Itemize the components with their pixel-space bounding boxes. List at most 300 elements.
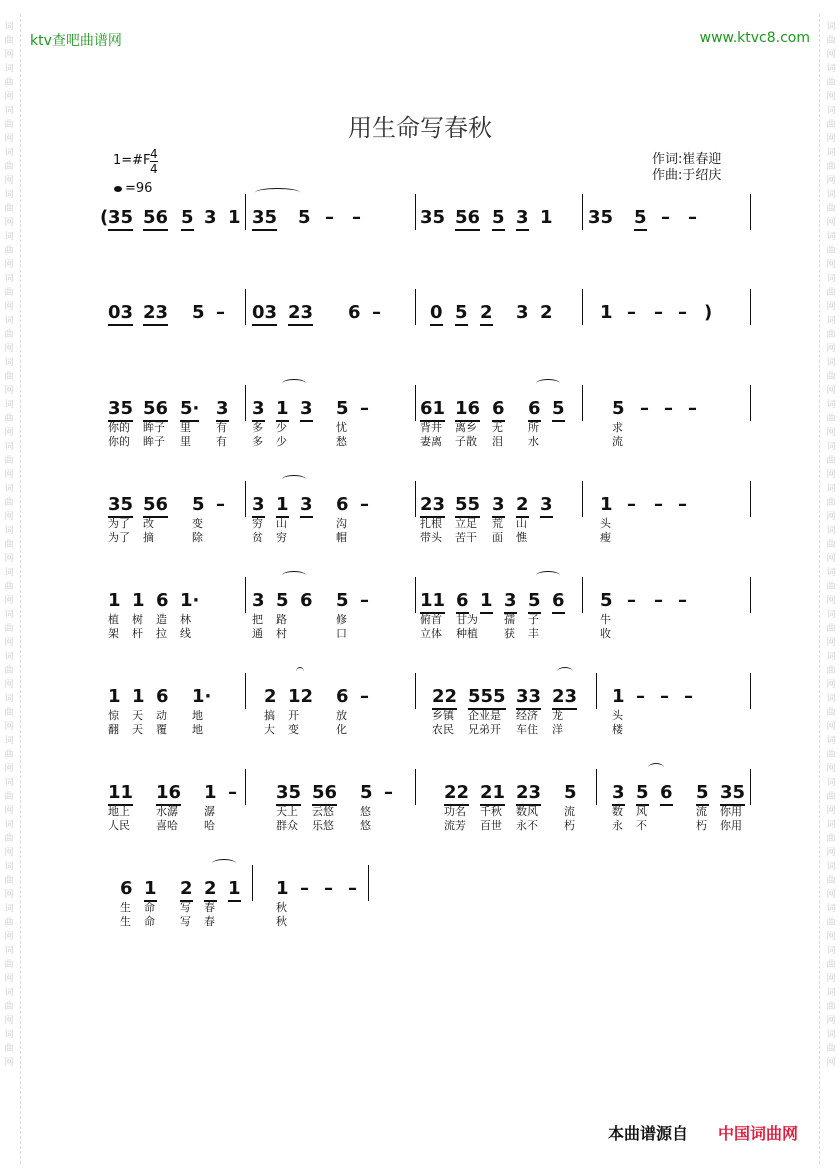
notation-note: 3 [204, 207, 217, 228]
lyric-syllable: 牛 [600, 613, 611, 626]
notation-note: 61 [420, 399, 445, 422]
barline [415, 577, 416, 613]
lyric-syllable: 贫 [252, 531, 263, 544]
notation-note: – [216, 494, 225, 515]
notation-note: 2 [480, 303, 493, 326]
notation-note: 3 [612, 783, 625, 806]
lyric-syllable: 悠 [360, 819, 371, 832]
barline [245, 289, 246, 325]
notation-note: 1 [144, 879, 157, 902]
lyric-syllable: 架 [108, 627, 119, 640]
notation-note: ) [704, 302, 713, 323]
notation-note: 21 [480, 783, 505, 806]
lyric-syllable: 穷 [276, 531, 287, 544]
lyric-syllable: 翻 [108, 723, 119, 736]
side-watermark-left: 词曲网词曲网词曲网词曲网词曲网词曲网词曲网词曲网词曲网词曲网词曲网词曲网词曲网词曲网词曲网词曲网词曲网词曲网词曲网词曲网词曲网词曲网词曲网词曲网词曲网 [4, 22, 14, 1068]
lyric-syllable: 离乡 [455, 421, 477, 434]
notation-note: 6 [660, 783, 673, 806]
lyric-syllable: 农民 [432, 723, 454, 736]
notation-note: – [360, 398, 369, 419]
lyric-syllable: 大 [264, 723, 275, 736]
lyric-syllable: 眸子 [143, 421, 165, 434]
lyric-syllable: 背井 [420, 421, 442, 434]
notation-note: – [678, 590, 687, 611]
header-site-url[interactable]: www.ktvc8.com [699, 30, 810, 46]
side-watermark-right: 词曲网词曲网词曲网词曲网词曲网词曲网词曲网词曲网词曲网词曲网词曲网词曲网词曲网词曲网词曲网词曲网词曲网词曲网词曲网词曲网词曲网词曲网词曲网词曲网词曲网 [826, 22, 836, 1068]
lyric-syllable: 企业是 [468, 709, 501, 722]
header-site-name[interactable]: ktv查吧曲谱网 [30, 33, 122, 49]
notation-note: 35 [720, 783, 745, 806]
slur-mark [536, 379, 560, 388]
barline [245, 577, 246, 613]
lyric-syllable: 愁 [336, 435, 347, 448]
notation-note: – [300, 878, 309, 899]
notation-note: 6 [528, 399, 541, 422]
lyric-syllable: 里 [180, 421, 191, 434]
lyric-syllable: 泪 [492, 435, 503, 448]
lyric-syllable: 人民 [108, 819, 130, 832]
lyric-syllable: 立体 [420, 627, 442, 640]
lyric-syllable: 里 [180, 435, 191, 448]
notation-note: 1 [228, 207, 241, 228]
lyric-syllable: 兄弟开 [468, 723, 501, 736]
lyric-syllable: 摘 [143, 531, 154, 544]
lyric-syllable: 憔 [516, 531, 527, 544]
lyric-syllable: 求 [612, 421, 623, 434]
slur-mark [282, 379, 306, 388]
lyric-syllable: 水 [528, 435, 539, 448]
notation-note: 56 [312, 783, 337, 806]
notation-note: 3 [516, 302, 529, 323]
barline [750, 385, 751, 421]
lyric-syllable: 开 [288, 709, 299, 722]
barline [415, 385, 416, 421]
lyric-syllable: 变 [192, 517, 203, 530]
lyric-syllable: 天 [132, 723, 143, 736]
lyric-syllable: 功名 [444, 805, 466, 818]
lyric-syllable: 生 [120, 915, 131, 928]
lyric-syllable: 俯首 [420, 613, 442, 626]
notation-note: 1 [228, 879, 241, 902]
notation-note: 5 [552, 399, 565, 422]
barline [415, 673, 416, 709]
lyric-syllable: 荒 [492, 517, 503, 530]
notation-note: 1 [132, 590, 145, 611]
notation-note: – [228, 782, 237, 803]
lyric-syllable: 修 [336, 613, 347, 626]
notation-note: – [684, 686, 693, 707]
notation-note: 16 [156, 783, 181, 806]
lyric-syllable: 云悠 [312, 805, 334, 818]
notation-note: – [372, 302, 381, 323]
lyric-syllable: 生 [120, 901, 131, 914]
notation-note: 35 [588, 207, 614, 228]
notation-note: 5 [192, 302, 205, 323]
lyric-syllable: 有 [216, 435, 227, 448]
lyric-syllable: 永不 [516, 819, 538, 832]
slur-mark [282, 571, 306, 580]
lyric-syllable: 天 [132, 709, 143, 722]
lyric-syllable: 永 [612, 819, 623, 832]
barline [750, 577, 751, 613]
lyric-syllable: 写 [180, 915, 191, 928]
slur-mark [536, 571, 560, 580]
lyric-syllable: 造 [156, 613, 167, 626]
lyric-syllable: 子 [528, 613, 539, 626]
notation-note: 11 [420, 591, 445, 614]
barline [245, 194, 246, 230]
notation-note: 5 [360, 782, 373, 803]
notation-note: 5· [180, 399, 199, 422]
lyric-syllable: 无 [492, 421, 503, 434]
tempo-value: =96 [125, 181, 153, 196]
lyric-syllable: 秋 [276, 901, 287, 914]
barline [750, 673, 751, 709]
lyric-syllable: 多 [252, 421, 263, 434]
lyric-syllable: 车住 [516, 723, 538, 736]
lyric-syllable: 眸子 [143, 435, 165, 448]
notation-note: 6 [156, 686, 169, 707]
lyric-syllable: 拉 [156, 627, 167, 640]
notation-note: 5 [181, 208, 194, 231]
barline [245, 769, 246, 805]
tempo-marking [114, 181, 152, 196]
lyric-syllable: 地上 [108, 805, 130, 818]
notation-note: 5 [492, 208, 505, 231]
notation-note: 1 [600, 302, 613, 323]
notation-note: 3 [300, 495, 313, 518]
slur-mark [212, 859, 236, 868]
lyric-syllable: 百世 [480, 819, 502, 832]
notation-note: 5 [612, 398, 625, 419]
lyric-syllable: 你用 [720, 805, 742, 818]
barline [596, 769, 597, 805]
lyric-syllable: 沟 [336, 517, 347, 530]
notation-note: 6 [300, 590, 313, 611]
lyric-syllable: 线 [180, 627, 191, 640]
notation-note: 6 [348, 302, 361, 323]
notation-note: 3 [252, 399, 265, 422]
notation-note: 03 [108, 303, 133, 326]
lyric-syllable: 所 [528, 421, 539, 434]
notation-note: 1 [600, 494, 613, 515]
lyric-syllable: 穷 [252, 517, 263, 530]
notation-note: – [654, 590, 663, 611]
lyric-syllable: 朽 [696, 819, 707, 832]
notation-note: 1 [204, 782, 217, 803]
lyric-syllable: 惊 [108, 709, 119, 722]
notation-note: ( [100, 207, 109, 228]
notation-note: – [688, 207, 697, 228]
lyric-syllable: 山 [276, 517, 287, 530]
barline [415, 769, 416, 805]
lyric-syllable: 立足 [455, 517, 477, 530]
lyric-syllable: 树 [132, 613, 143, 626]
notation-note: 1 [276, 878, 289, 899]
lyric-syllable: 地 [192, 723, 203, 736]
notation-note: 1 [108, 686, 121, 707]
notation-note: 6 [156, 590, 169, 611]
notation-note: – [654, 302, 663, 323]
notation-note: 6 [552, 591, 565, 614]
notation-note: – [360, 686, 369, 707]
lyric-syllable: 数 [612, 805, 623, 818]
lyric-syllable: 为了 [108, 517, 130, 530]
lyric-syllable: 多 [252, 435, 263, 448]
lyric-syllable: 秋 [276, 915, 287, 928]
notation-note: 2 [540, 302, 553, 323]
notation-note: 5 [696, 783, 709, 806]
notation-note: 35 [108, 399, 133, 422]
notation-note: 3 [300, 399, 313, 422]
lyric-syllable: 洋 [552, 723, 563, 736]
notation-note: – [664, 398, 673, 419]
notation-note: 3 [540, 495, 553, 518]
notation-note: 555 [468, 687, 506, 710]
lyric-syllable: 为了 [108, 531, 130, 544]
lyric-syllable: 放 [336, 709, 347, 722]
footer-source-label: 本曲谱源自 [608, 1124, 689, 1143]
lyric-syllable: 改 [143, 517, 154, 530]
barline [415, 481, 416, 517]
notation-note: – [324, 878, 333, 899]
notation-note: 5 [455, 303, 468, 326]
notation-note: – [627, 590, 636, 611]
notation-note: 03 [252, 303, 277, 326]
lyric-syllable: 有 [216, 421, 227, 434]
lyric-syllable: 你用 [720, 819, 742, 832]
barline [582, 289, 583, 325]
notation-note: – [384, 782, 393, 803]
slur-mark [557, 667, 573, 676]
barline [582, 385, 583, 421]
barline [750, 194, 751, 230]
barline [750, 769, 751, 805]
notation-note: – [660, 686, 669, 707]
notation-note: 5 [192, 494, 205, 515]
notation-note: 5 [636, 783, 649, 806]
lyric-syllable: 经济 [516, 709, 538, 722]
notation-note: 23 [143, 303, 168, 326]
notation-note: 0 [430, 303, 443, 326]
notation-note: 16 [455, 399, 480, 422]
notation-note: 5 [600, 590, 613, 611]
notation-note: 5 [528, 591, 541, 614]
notation-note: 55 [455, 495, 480, 518]
notation-note: 1 [612, 686, 625, 707]
notation-note: – [352, 207, 361, 228]
notation-note: – [640, 398, 649, 419]
notation-note: – [678, 302, 687, 323]
lyric-syllable: 丰 [528, 627, 539, 640]
notation-note: 23 [552, 687, 577, 710]
notation-note: 2 [264, 686, 277, 707]
notation-note: 12 [288, 686, 314, 707]
lyric-syllable: 瘦 [600, 531, 611, 544]
notation-note: 1 [540, 207, 553, 228]
lyric-syllable: 子散 [455, 435, 477, 448]
lyric-syllable: 乐悠 [312, 819, 334, 832]
barline [245, 481, 246, 517]
notation-note: 56 [143, 495, 168, 518]
lyric-syllable: 悠 [360, 805, 371, 818]
notation-note: 1 [132, 686, 145, 707]
lyric-syllable: 天上 [276, 805, 298, 818]
notation-note: 1· [180, 590, 200, 611]
notation-note: 35 [276, 783, 301, 806]
meter-top: 4 [150, 147, 158, 161]
notation-note: 22 [444, 783, 469, 806]
barline [415, 194, 416, 230]
slur-mark [255, 188, 300, 197]
notation-note: 6 [492, 399, 505, 422]
lyric-syllable: 乡镇 [432, 709, 454, 722]
lyric-syllable: 林 [180, 613, 191, 626]
notation-note: 6 [336, 494, 349, 515]
lyric-syllable: 带头 [420, 531, 442, 544]
lyric-syllable: 妻离 [420, 435, 442, 448]
notation-note: 2 [180, 879, 193, 902]
notation-note: 2 [516, 495, 529, 518]
notation-note: 56 [143, 399, 168, 422]
lyric-syllable: 搞 [264, 709, 275, 722]
notation-note: – [627, 302, 636, 323]
lyric-syllable: 地 [192, 709, 203, 722]
time-signature [150, 147, 158, 176]
notation-note: 1 [276, 399, 289, 422]
notation-note: – [661, 207, 670, 228]
lyric-syllable: 风 [636, 805, 647, 818]
lyric-syllable: 面 [492, 531, 503, 544]
lyric-syllable: 苦干 [455, 531, 477, 544]
lyric-syllable: 少 [276, 421, 287, 434]
notation-note: – [360, 590, 369, 611]
slur-mark [282, 475, 306, 484]
notation-note: 5 [336, 398, 349, 419]
barline [252, 865, 253, 901]
barline [750, 289, 751, 325]
composer: 作曲:于绍庆 [652, 168, 722, 183]
lyric-syllable: 写 [180, 901, 191, 914]
lyric-syllable: 甘为 [456, 613, 478, 626]
lyric-syllable: 变 [288, 723, 299, 736]
lyric-syllable: 流 [612, 435, 623, 448]
notation-note: – [688, 398, 697, 419]
barline [582, 194, 583, 230]
lyric-syllable: 种植 [456, 627, 478, 640]
notation-note: – [678, 494, 687, 515]
lyric-syllable: 获 [504, 627, 515, 640]
notation-note: 56 [143, 208, 168, 231]
notation-note: 3 [504, 591, 517, 614]
notation-note: 56 [455, 208, 480, 231]
lyricist: 作词:崔春迎 [652, 152, 722, 167]
lyric-syllable: 少 [276, 435, 287, 448]
notation-note: 5 [564, 782, 577, 803]
lyric-syllable: 哈 [204, 819, 215, 832]
lyric-syllable: 植 [108, 613, 119, 626]
notation-note: 35 [108, 495, 133, 518]
lyric-syllable: 覆 [156, 723, 167, 736]
notation-note: – [325, 207, 334, 228]
lyric-syllable: 流 [564, 805, 575, 818]
lyric-syllable: 通 [252, 627, 263, 640]
lyric-syllable: 楼 [612, 723, 623, 736]
notation-note: 23 [420, 495, 445, 518]
lyric-syllable: 命 [144, 915, 155, 928]
lyric-syllable: 孺 [504, 613, 515, 626]
lyric-syllable: 村 [276, 627, 287, 640]
notation-note: – [627, 494, 636, 515]
notation-note: 1· [192, 686, 212, 707]
notation-note: 5 [336, 590, 349, 611]
notation-note: 3 [516, 208, 529, 231]
notation-note: 6 [120, 878, 133, 899]
notation-note: – [216, 302, 225, 323]
notation-note: 6 [456, 591, 469, 614]
slur-mark [648, 763, 664, 772]
notation-note: 6 [336, 686, 349, 707]
lyric-syllable: 流 [696, 805, 707, 818]
lyric-syllable: 你的 [108, 435, 130, 448]
notation-note: – [348, 878, 357, 899]
lyric-syllable: 喜哈 [156, 819, 178, 832]
credits [652, 152, 721, 184]
notation-note: 5 [634, 208, 647, 231]
notation-note: 22 [432, 687, 457, 710]
footer-source-site[interactable]: 中国词曲网 [718, 1124, 799, 1143]
notation-note: 2 [204, 879, 217, 902]
lyric-syllable: 扎根 [420, 517, 442, 530]
lyric-syllable: 水潺 [156, 805, 178, 818]
notation-note: 5 [276, 590, 289, 611]
key-signature: 1=#F [113, 153, 151, 168]
notation-note: – [636, 686, 645, 707]
notation-note: 3 [252, 590, 265, 611]
lyric-syllable: 潺 [204, 805, 215, 818]
notation-note: 1 [276, 495, 289, 518]
lyric-syllable: 头 [612, 709, 623, 722]
lyric-syllable: 收 [600, 627, 611, 640]
notation-note: 1 [108, 590, 121, 611]
meter-bottom: 4 [150, 162, 158, 176]
lyric-syllable: 不 [636, 819, 647, 832]
lyric-syllable: 流芳 [444, 819, 466, 832]
notation-note: 23 [288, 303, 313, 326]
lyric-syllable: 山 [516, 517, 527, 530]
song-title: 用生命写春秋 [348, 114, 492, 142]
barline [368, 865, 369, 901]
notation-note: 11 [108, 783, 133, 806]
notation-note: 3 [216, 399, 229, 422]
barline [582, 577, 583, 613]
barline [415, 289, 416, 325]
lyric-syllable: 化 [336, 723, 347, 736]
lyric-syllable: 命 [144, 901, 155, 914]
lyric-syllable: 杆 [132, 627, 143, 640]
lyric-syllable: 春 [204, 901, 215, 914]
lyric-syllable: 口 [336, 627, 347, 640]
lyric-syllable: 数风 [516, 805, 538, 818]
notation-note: – [360, 494, 369, 515]
slur-mark [296, 667, 304, 676]
lyric-syllable: 把 [252, 613, 263, 626]
lyric-syllable: 龙 [552, 709, 563, 722]
notation-note: 1 [480, 591, 493, 614]
notation-note: 33 [516, 687, 541, 710]
notation-note: 3 [492, 495, 505, 518]
notation-note: 3 [252, 495, 265, 518]
